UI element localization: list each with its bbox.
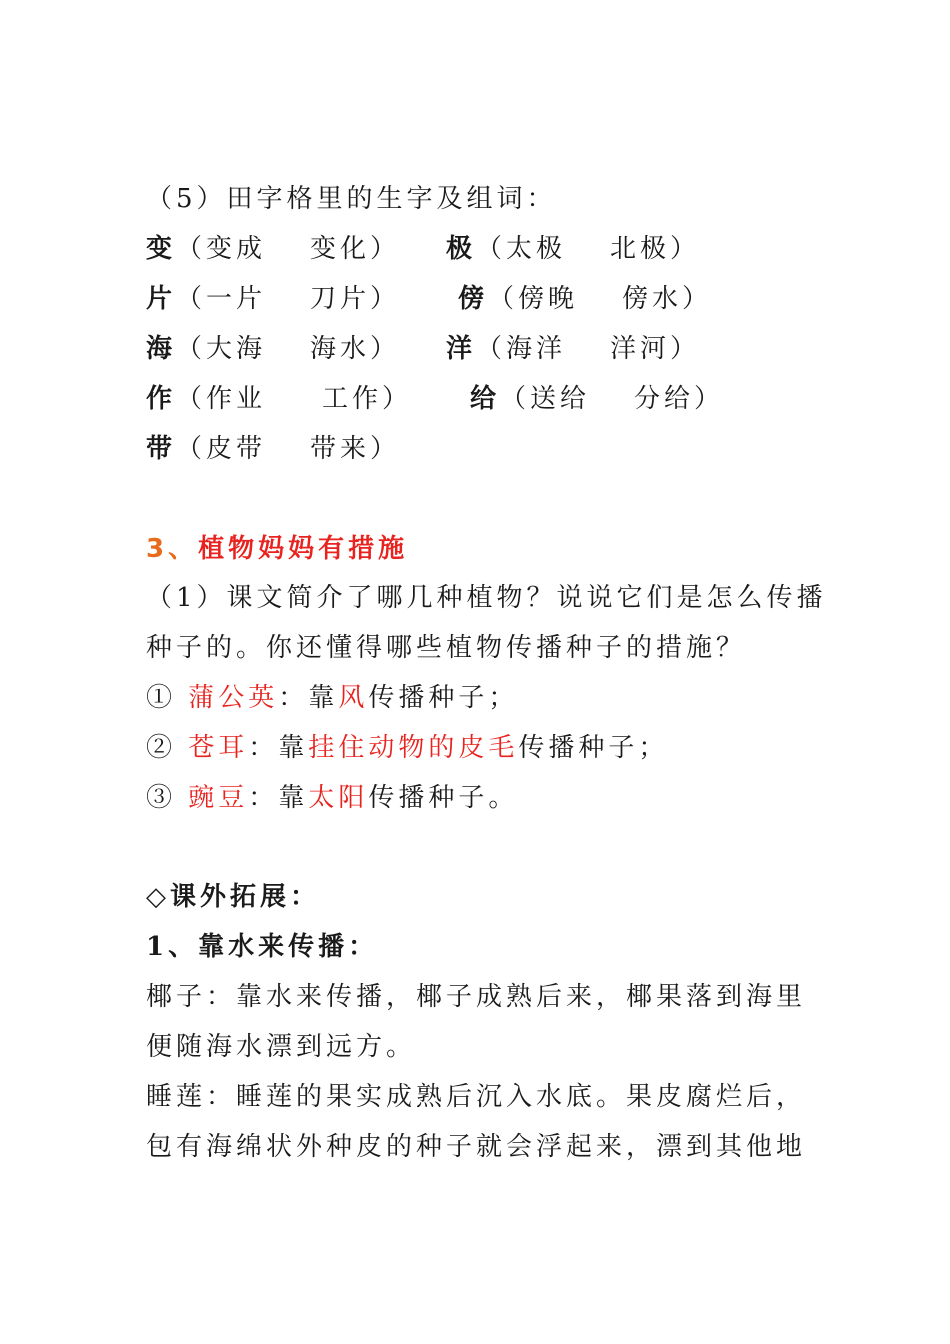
question-line: 种子的。你还懂得哪些植物传播种子的措施？ (146, 633, 747, 663)
vocab-word: 工作） (322, 384, 413, 414)
vocab-word: （一片 (176, 284, 267, 314)
answer-text: ：靠 (248, 733, 309, 763)
answer-text: 传播种子； (518, 733, 669, 763)
section-number: 3、 (146, 534, 199, 564)
vocab-char: 变 (146, 234, 177, 264)
vocab-entry (446, 332, 700, 366)
answer-number: ① (146, 683, 177, 713)
vocab-word: 分给） (634, 384, 725, 414)
vocab-char: 傍 (458, 284, 489, 314)
question-line: （1）课文简介了哪几种植物？说说它们是怎么传播 (146, 583, 827, 613)
spread-method: 风 (338, 683, 369, 713)
answer-item (146, 781, 518, 815)
vocab-entry (146, 332, 400, 366)
vocab-char: 作 (146, 384, 177, 414)
vocab-word: （傍晚 (488, 284, 579, 314)
vocab-word: 带来） (310, 434, 401, 464)
vocab-entry (146, 432, 400, 466)
vocab-entry (146, 282, 400, 316)
paragraph-line: 睡莲：睡莲的果实成熟后沉入水底。果皮腐烂后， (146, 1082, 807, 1112)
vocab-char: 海 (146, 334, 177, 364)
vocab-word: （作业 (176, 384, 267, 414)
extension-heading: ◇课外拓展： (146, 882, 320, 912)
plant-name: 苍耳 (188, 733, 249, 763)
vocab-entry (146, 232, 400, 266)
vocab-word: （变成 (176, 234, 267, 264)
plant-name: 豌豆 (188, 783, 249, 813)
vocab-word: 傍水） (622, 284, 713, 314)
vocab-entry (146, 382, 412, 416)
vocab-char: 给 (470, 384, 501, 414)
vocab-word: （大海 (176, 334, 267, 364)
vocab-entry (446, 232, 700, 266)
answer-item (146, 681, 518, 715)
vocab-char: 洋 (446, 334, 477, 364)
vocab-word: 变化） (310, 234, 401, 264)
extension-subheading: 1、靠水来传播： (146, 932, 379, 962)
vocab-entry (470, 382, 724, 416)
vocab-heading: （5）田字格里的生字及组词： (146, 184, 557, 214)
spread-method: 太阳 (308, 783, 369, 813)
section-title-text: 植物妈妈有措施 (198, 534, 409, 564)
answer-text: ：靠 (248, 783, 309, 813)
answer-text: 传播种子。 (368, 783, 519, 813)
paragraph-line: 便随海水漂到远方。 (146, 1032, 417, 1062)
plant-name: 蒲公英 (188, 683, 279, 713)
answer-number: ③ (146, 783, 177, 813)
paragraph-line: 椰子：靠水来传播，椰子成熟后来，椰果落到海里 (146, 982, 807, 1012)
vocab-char: 极 (446, 234, 477, 264)
section-title (146, 532, 408, 566)
vocab-word: （海洋 (476, 334, 567, 364)
answer-number: ② (146, 733, 177, 763)
vocab-char: 带 (146, 434, 177, 464)
vocab-word: （皮带 (176, 434, 267, 464)
vocab-word: （太极 (476, 234, 567, 264)
answer-text: ：靠 (278, 683, 339, 713)
vocab-entry (458, 282, 712, 316)
paragraph-line: 包有海绵状外种皮的种子就会浮起来，漂到其他地 (146, 1132, 807, 1162)
vocab-word: 北极） (610, 234, 701, 264)
vocab-word: 刀片） (310, 284, 401, 314)
vocab-char: 片 (146, 284, 177, 314)
spread-method: 挂住动物的皮毛 (308, 733, 519, 763)
vocab-word: （送给 (500, 384, 591, 414)
vocab-word: 海水） (310, 334, 401, 364)
vocab-word: 洋河） (610, 334, 701, 364)
answer-item (146, 731, 668, 765)
answer-text: 传播种子； (368, 683, 519, 713)
